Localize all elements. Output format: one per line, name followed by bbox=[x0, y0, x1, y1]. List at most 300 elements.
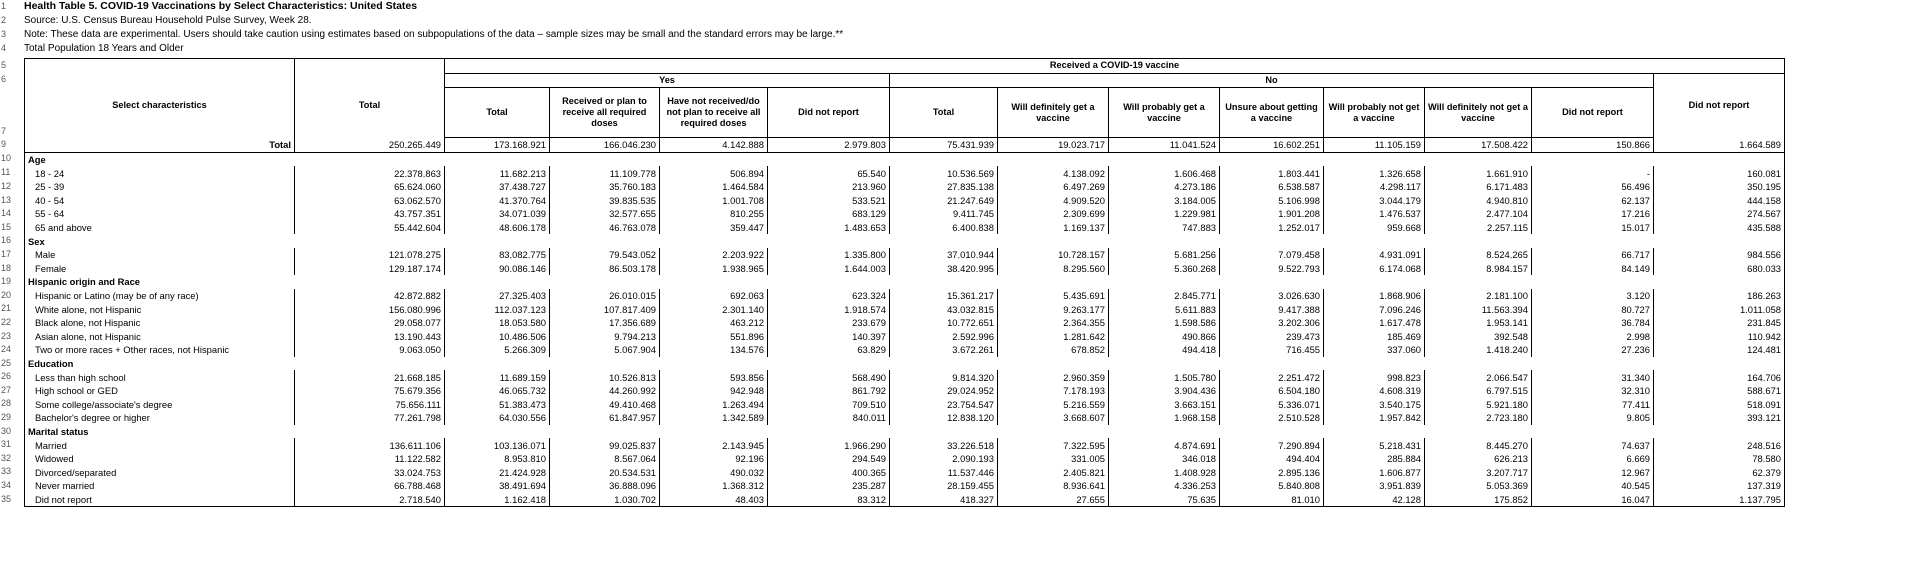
cell-value: 11.682.213 bbox=[445, 166, 550, 180]
cell-value: 39.835.535 bbox=[550, 194, 660, 208]
cell-value: 709.510 bbox=[768, 397, 890, 411]
cell-value: 74.637 bbox=[1532, 438, 1654, 452]
row-label: Bachelor's degree or higher bbox=[25, 411, 295, 425]
table-row bbox=[25, 262, 1785, 276]
cell-value: 75.431.939 bbox=[890, 138, 998, 153]
cell-value: 2.143.945 bbox=[660, 438, 768, 452]
cell-value: 23.754.547 bbox=[890, 397, 998, 411]
cell-value: 5.216.559 bbox=[998, 397, 1109, 411]
cell-value: 494.418 bbox=[1109, 343, 1220, 357]
header-total: Total bbox=[295, 73, 445, 138]
cell-value: 623.324 bbox=[768, 289, 890, 303]
cell-value: 8.445.270 bbox=[1425, 438, 1532, 452]
cell-value: 1.803.441 bbox=[1220, 166, 1324, 180]
cell-value: 392.548 bbox=[1425, 330, 1532, 344]
cell-value: 4.931.091 bbox=[1324, 248, 1425, 262]
row-number: 9 bbox=[1, 138, 7, 149]
cell-value: 79.543.052 bbox=[550, 248, 660, 262]
row-label: High school or GED bbox=[25, 384, 295, 398]
cell-value: 5.840.808 bbox=[1220, 479, 1324, 493]
cell-value: 4.138.092 bbox=[998, 166, 1109, 180]
cell-value: 5.681.256 bbox=[1109, 248, 1220, 262]
cell-value: 77.411 bbox=[1532, 397, 1654, 411]
cell-value: 337.060 bbox=[1324, 343, 1425, 357]
table-row bbox=[25, 452, 1785, 466]
cell-value: 683.129 bbox=[768, 207, 890, 221]
cell-value: 418.327 bbox=[890, 493, 998, 507]
cell-value: 9.063.050 bbox=[295, 343, 445, 357]
cell-value: 43.757.351 bbox=[295, 207, 445, 221]
cell-value: 186.263 bbox=[1654, 289, 1785, 303]
row-label: Female bbox=[25, 262, 295, 276]
cell-value: 112.037.123 bbox=[445, 302, 550, 316]
row-number: 3 bbox=[1, 29, 7, 39]
cell-value: 2.979.803 bbox=[768, 138, 890, 153]
cell-value: 26.010.015 bbox=[550, 289, 660, 303]
header-row-yesno bbox=[25, 73, 1785, 88]
cell-value: 156.080.996 bbox=[295, 302, 445, 316]
cell-value: 160.081 bbox=[1654, 166, 1785, 180]
section-filler bbox=[295, 357, 1785, 371]
cell-value: 33.226.518 bbox=[890, 438, 998, 452]
cell-value: 10.772.651 bbox=[890, 316, 998, 330]
cell-value: 2.960.359 bbox=[998, 370, 1109, 384]
cell-value: 2.895.136 bbox=[1220, 465, 1324, 479]
cell-value: 17.216 bbox=[1532, 207, 1654, 221]
cell-value: 2.301.140 bbox=[660, 302, 768, 316]
cell-value: 62.379 bbox=[1654, 465, 1785, 479]
cell-value: 2.251.472 bbox=[1220, 370, 1324, 384]
section-header-row bbox=[25, 275, 1785, 289]
table-row bbox=[25, 411, 1785, 425]
table-row bbox=[25, 465, 1785, 479]
cell-value: 21.424.928 bbox=[445, 465, 550, 479]
row-label: Male bbox=[25, 248, 295, 262]
cell-value: 9.417.388 bbox=[1220, 302, 1324, 316]
cell-value: 588.671 bbox=[1654, 384, 1785, 398]
cell-value: 103.136.071 bbox=[445, 438, 550, 452]
cell-value: 10.486.506 bbox=[445, 330, 550, 344]
cell-value: 11.122.582 bbox=[295, 452, 445, 466]
cell-value: 121.078.275 bbox=[295, 248, 445, 262]
header-received-vaccine: Received a COVID-19 vaccine bbox=[445, 59, 1785, 74]
cell-value: 16.602.251 bbox=[1220, 138, 1324, 153]
cell-value: 959.668 bbox=[1324, 221, 1425, 235]
row-number: 32 bbox=[1, 452, 12, 463]
row-label: Two or more races + Other races, not Hispanic bbox=[25, 343, 295, 357]
section-filler bbox=[295, 152, 1785, 166]
cell-value: 7.178.193 bbox=[998, 384, 1109, 398]
cell-value: 55.442.604 bbox=[295, 221, 445, 235]
cell-value: 1.464.584 bbox=[660, 180, 768, 194]
row-number: 26 bbox=[1, 371, 12, 382]
cell-value: 110.942 bbox=[1654, 330, 1785, 344]
cell-value: 1.664.589 bbox=[1654, 138, 1785, 153]
cell-value: 4.909.520 bbox=[998, 194, 1109, 208]
cell-value: 984.556 bbox=[1654, 248, 1785, 262]
cell-value: 2.090.193 bbox=[890, 452, 998, 466]
header-no-did-not-report: Did not report bbox=[1532, 88, 1654, 138]
cell-value: 1.901.208 bbox=[1220, 207, 1324, 221]
cell-value: 6.538.587 bbox=[1220, 180, 1324, 194]
cell-value: 10.526.813 bbox=[550, 370, 660, 384]
cell-value: 164.706 bbox=[1654, 370, 1785, 384]
section-filler bbox=[295, 234, 1785, 248]
table-row bbox=[25, 316, 1785, 330]
cell-value: 4.608.319 bbox=[1324, 384, 1425, 398]
cell-value: 2.723.180 bbox=[1425, 411, 1532, 425]
cell-value: 1.408.928 bbox=[1109, 465, 1220, 479]
table-row bbox=[25, 194, 1785, 208]
section-label: Marital status bbox=[25, 425, 295, 439]
cell-value: 2.181.100 bbox=[1425, 289, 1532, 303]
cell-value: 2.364.355 bbox=[998, 316, 1109, 330]
cell-value: 5.611.883 bbox=[1109, 302, 1220, 316]
cell-value: 42.128 bbox=[1324, 493, 1425, 507]
cell-value: 48.403 bbox=[660, 493, 768, 507]
section-header-row bbox=[25, 425, 1785, 439]
cell-value: 2.257.115 bbox=[1425, 221, 1532, 235]
cell-value: 2.998 bbox=[1532, 330, 1654, 344]
row-number: 18 bbox=[1, 262, 12, 273]
row-label: Total bbox=[25, 138, 295, 153]
cell-value: 137.319 bbox=[1654, 479, 1785, 493]
row-number: 15 bbox=[1, 221, 12, 232]
table-row bbox=[25, 479, 1785, 493]
cell-value: 12.967 bbox=[1532, 465, 1654, 479]
row-number: 7 bbox=[1, 125, 7, 136]
cell-value: 4.298.117 bbox=[1324, 180, 1425, 194]
cell-value: 6.400.838 bbox=[890, 221, 998, 235]
cell-value: 3.184.005 bbox=[1109, 194, 1220, 208]
cell-value: 6.171.483 bbox=[1425, 180, 1532, 194]
cell-value: 10.536.569 bbox=[890, 166, 998, 180]
cell-value: 7.322.595 bbox=[998, 438, 1109, 452]
cell-value: 11.537.446 bbox=[890, 465, 998, 479]
cell-value: 8.524.265 bbox=[1425, 248, 1532, 262]
row-number: 27 bbox=[1, 384, 12, 395]
cell-value: 75.679.356 bbox=[295, 384, 445, 398]
cell-value: 2.203.922 bbox=[660, 248, 768, 262]
cell-value: 233.679 bbox=[768, 316, 890, 330]
cell-value: 1.137.795 bbox=[1654, 493, 1785, 507]
row-number: 34 bbox=[1, 480, 12, 491]
cell-value: 5.218.431 bbox=[1324, 438, 1425, 452]
cell-value: 626.213 bbox=[1425, 452, 1532, 466]
row-number: 11 bbox=[1, 167, 11, 178]
cell-value: 1.505.780 bbox=[1109, 370, 1220, 384]
header-no-definitely-not: Will definitely not get a vaccine bbox=[1425, 88, 1532, 138]
cell-value: 1.342.589 bbox=[660, 411, 768, 425]
cell-value: 1.968.158 bbox=[1109, 411, 1220, 425]
row-number: 17 bbox=[1, 248, 12, 259]
cell-value: 9.794.213 bbox=[550, 330, 660, 344]
section-label: Age bbox=[25, 152, 295, 166]
cell-value: 5.067.904 bbox=[550, 343, 660, 357]
cell-value: 84.149 bbox=[1532, 262, 1654, 276]
table-row bbox=[25, 438, 1785, 452]
row-number: 33 bbox=[1, 466, 12, 477]
cell-value: 1.868.906 bbox=[1324, 289, 1425, 303]
cell-value: 18.053.580 bbox=[445, 316, 550, 330]
cell-value: 17.508.422 bbox=[1425, 138, 1532, 153]
cell-value: 593.856 bbox=[660, 370, 768, 384]
note-line: Note: These data are experimental. Users should take caution using estimates based on subpopulations of the data – sample sizes may be small and the standard errors may be large.** bbox=[24, 29, 844, 40]
cell-value: 285.884 bbox=[1324, 452, 1425, 466]
cell-value: 248.516 bbox=[1654, 438, 1785, 452]
cell-value: 239.473 bbox=[1220, 330, 1324, 344]
table-row bbox=[25, 343, 1785, 357]
cell-value: 3.026.630 bbox=[1220, 289, 1324, 303]
cell-value: 63.062.570 bbox=[295, 194, 445, 208]
row-number: 13 bbox=[1, 194, 12, 205]
cell-value: 3.672.261 bbox=[890, 343, 998, 357]
cell-value: 80.727 bbox=[1532, 302, 1654, 316]
section-header-row bbox=[25, 357, 1785, 371]
cell-value: 8.953.810 bbox=[445, 452, 550, 466]
cell-value: 62.137 bbox=[1532, 194, 1654, 208]
cell-value: 568.490 bbox=[768, 370, 890, 384]
row-number: 24 bbox=[1, 344, 12, 355]
header-no-definitely: Will definitely get a vaccine bbox=[998, 88, 1109, 138]
row-number: 5 bbox=[1, 59, 7, 70]
cell-value: 331.005 bbox=[998, 452, 1109, 466]
cell-value: 83.082.775 bbox=[445, 248, 550, 262]
table-row bbox=[25, 302, 1785, 316]
section-header-row bbox=[25, 234, 1785, 248]
table-body bbox=[25, 138, 1785, 507]
cell-value: 134.576 bbox=[660, 343, 768, 357]
cell-value: 49.410.468 bbox=[550, 397, 660, 411]
cell-value: 490.032 bbox=[660, 465, 768, 479]
cell-value: 692.063 bbox=[660, 289, 768, 303]
cell-value: 1.418.240 bbox=[1425, 343, 1532, 357]
cell-value: 235.287 bbox=[768, 479, 890, 493]
cell-value: 129.187.174 bbox=[295, 262, 445, 276]
cell-value: 274.567 bbox=[1654, 207, 1785, 221]
cell-value: 810.255 bbox=[660, 207, 768, 221]
cell-value: 6.504.180 bbox=[1220, 384, 1324, 398]
cell-value: 6.497.269 bbox=[998, 180, 1109, 194]
cell-value: 66.717 bbox=[1532, 248, 1654, 262]
table-row bbox=[25, 221, 1785, 235]
cell-value: 20.534.531 bbox=[550, 465, 660, 479]
cell-value: 11.563.394 bbox=[1425, 302, 1532, 316]
header-yes-did-not-report: Did not report bbox=[768, 88, 890, 138]
cell-value: 34.071.039 bbox=[445, 207, 550, 221]
header-yes: Yes bbox=[445, 73, 890, 88]
cell-value: 15.017 bbox=[1532, 221, 1654, 235]
cell-value: 36.784 bbox=[1532, 316, 1654, 330]
cell-value: 533.521 bbox=[768, 194, 890, 208]
row-label: Some college/associate's degree bbox=[25, 397, 295, 411]
cell-value: 506.894 bbox=[660, 166, 768, 180]
cell-value: 435.588 bbox=[1654, 221, 1785, 235]
cell-value: 107.817.409 bbox=[550, 302, 660, 316]
cell-value: 51.383.473 bbox=[445, 397, 550, 411]
row-number: 16 bbox=[1, 235, 12, 246]
section-label: Education bbox=[25, 357, 295, 371]
cell-value: 8.295.560 bbox=[998, 262, 1109, 276]
cell-value: 11.109.778 bbox=[550, 166, 660, 180]
cell-value: 46.065.732 bbox=[445, 384, 550, 398]
cell-value: 32.577.655 bbox=[550, 207, 660, 221]
cell-value: 12.838.120 bbox=[890, 411, 998, 425]
cell-value: 8.567.064 bbox=[550, 452, 660, 466]
cell-value: 1.252.017 bbox=[1220, 221, 1324, 235]
table-row bbox=[25, 207, 1785, 221]
cell-value: 1.162.418 bbox=[445, 493, 550, 507]
cell-value: 10.728.157 bbox=[998, 248, 1109, 262]
cell-value: 494.404 bbox=[1220, 452, 1324, 466]
cell-value: 29.058.077 bbox=[295, 316, 445, 330]
table-row bbox=[25, 330, 1785, 344]
cell-value: 1.281.642 bbox=[998, 330, 1109, 344]
cell-value: 63.829 bbox=[768, 343, 890, 357]
cell-value: 35.760.183 bbox=[550, 180, 660, 194]
cell-value: 5.266.309 bbox=[445, 343, 550, 357]
source-line: Source: U.S. Census Bureau Household Pulse Survey, Week 28. bbox=[24, 15, 312, 26]
section-filler bbox=[295, 425, 1785, 439]
cell-value: 490.866 bbox=[1109, 330, 1220, 344]
cell-value: 29.024.952 bbox=[890, 384, 998, 398]
cell-value: 7.096.246 bbox=[1324, 302, 1425, 316]
cell-value: 38.491.694 bbox=[445, 479, 550, 493]
row-number: 4 bbox=[1, 43, 7, 53]
row-label: White alone, not Hispanic bbox=[25, 302, 295, 316]
header-no-unsure: Unsure about getting a vaccine bbox=[1220, 88, 1324, 138]
cell-value: 124.481 bbox=[1654, 343, 1785, 357]
row-number: 29 bbox=[1, 412, 12, 423]
cell-value: 21.247.649 bbox=[890, 194, 998, 208]
table-row bbox=[25, 166, 1785, 180]
cell-value: 81.010 bbox=[1220, 493, 1324, 507]
cell-value: 48.606.178 bbox=[445, 221, 550, 235]
cell-value: 11.689.159 bbox=[445, 370, 550, 384]
section-label: Hispanic origin and Race bbox=[25, 275, 295, 289]
cell-value: 1.606.877 bbox=[1324, 465, 1425, 479]
cell-value: 8.984.157 bbox=[1425, 262, 1532, 276]
cell-value: 3.120 bbox=[1532, 289, 1654, 303]
cell-value: 75.656.111 bbox=[295, 397, 445, 411]
cell-value: 1.661.910 bbox=[1425, 166, 1532, 180]
cell-value: 1.644.003 bbox=[768, 262, 890, 276]
header-yes-not-received: Have not received/do not plan to receive all required doses bbox=[660, 88, 768, 138]
section-label: Sex bbox=[25, 234, 295, 248]
header-no-probably: Will probably get a vaccine bbox=[1109, 88, 1220, 138]
table-title: Health Table 5. COVID-19 Vaccinations by Select Characteristics: United States bbox=[24, 0, 418, 12]
cell-value: - bbox=[1532, 166, 1654, 180]
cell-value: 5.053.369 bbox=[1425, 479, 1532, 493]
cell-value: 27.236 bbox=[1532, 343, 1654, 357]
cell-value: 22.378.863 bbox=[295, 166, 445, 180]
cell-value: 1.263.494 bbox=[660, 397, 768, 411]
cell-value: 551.896 bbox=[660, 330, 768, 344]
cell-value: 350.195 bbox=[1654, 180, 1785, 194]
header-select-characteristics: Select characteristics bbox=[25, 73, 295, 138]
cell-value: 66.788.468 bbox=[295, 479, 445, 493]
cell-value: 86.503.178 bbox=[550, 262, 660, 276]
row-label: Never married bbox=[25, 479, 295, 493]
cell-value: 1.229.981 bbox=[1109, 207, 1220, 221]
row-number: 25 bbox=[1, 357, 12, 368]
cell-value: 40.545 bbox=[1532, 479, 1654, 493]
cell-value: 3.202.306 bbox=[1220, 316, 1324, 330]
cell-value: 16.047 bbox=[1532, 493, 1654, 507]
cell-value: 3.540.175 bbox=[1324, 397, 1425, 411]
cell-value: 1.483.653 bbox=[768, 221, 890, 235]
header-no-probably-not: Will probably not get a vaccine bbox=[1324, 88, 1425, 138]
cell-value: 5.360.268 bbox=[1109, 262, 1220, 276]
row-number: 14 bbox=[1, 208, 12, 219]
cell-value: 444.158 bbox=[1654, 194, 1785, 208]
cell-value: 518.091 bbox=[1654, 397, 1785, 411]
cell-value: 3.044.179 bbox=[1324, 194, 1425, 208]
cell-value: 8.936.641 bbox=[998, 479, 1109, 493]
row-number: 31 bbox=[1, 439, 12, 450]
cell-value: 9.263.177 bbox=[998, 302, 1109, 316]
cell-value: 1.476.537 bbox=[1324, 207, 1425, 221]
cell-value: 9.814.320 bbox=[890, 370, 998, 384]
cell-value: 3.668.607 bbox=[998, 411, 1109, 425]
cell-value: 15.361.217 bbox=[890, 289, 998, 303]
cell-value: 2.510.528 bbox=[1220, 411, 1324, 425]
cell-value: 36.888.096 bbox=[550, 479, 660, 493]
cell-value: 2.405.821 bbox=[998, 465, 1109, 479]
cell-value: 41.370.764 bbox=[445, 194, 550, 208]
cell-value: 99.025.837 bbox=[550, 438, 660, 452]
cell-value: 83.312 bbox=[768, 493, 890, 507]
total-row bbox=[25, 138, 1785, 153]
cell-value: 9.411.745 bbox=[890, 207, 998, 221]
row-label: Divorced/separated bbox=[25, 465, 295, 479]
cell-value: 1.030.702 bbox=[550, 493, 660, 507]
cell-value: 359.447 bbox=[660, 221, 768, 235]
cell-value: 1.957.842 bbox=[1324, 411, 1425, 425]
cell-value: 2.066.547 bbox=[1425, 370, 1532, 384]
row-number: 23 bbox=[1, 330, 12, 341]
cell-value: 840.011 bbox=[768, 411, 890, 425]
row-label: 65 and above bbox=[25, 221, 295, 235]
cell-value: 998.823 bbox=[1324, 370, 1425, 384]
cell-value: 75.635 bbox=[1109, 493, 1220, 507]
cell-value: 33.024.753 bbox=[295, 465, 445, 479]
cell-value: 942.948 bbox=[660, 384, 768, 398]
cell-value: 27.325.403 bbox=[445, 289, 550, 303]
table-row bbox=[25, 384, 1785, 398]
cell-value: 6.669 bbox=[1532, 452, 1654, 466]
cell-value: 77.261.798 bbox=[295, 411, 445, 425]
cell-value: 11.041.524 bbox=[1109, 138, 1220, 153]
cell-value: 140.397 bbox=[768, 330, 890, 344]
cell-value: 61.847.957 bbox=[550, 411, 660, 425]
cell-value: 65.540 bbox=[768, 166, 890, 180]
cell-value: 3.207.717 bbox=[1425, 465, 1532, 479]
row-number: 6 bbox=[1, 74, 7, 85]
cell-value: 393.121 bbox=[1654, 411, 1785, 425]
cell-value: 400.365 bbox=[768, 465, 890, 479]
cell-value: 17.356.689 bbox=[550, 316, 660, 330]
cell-value: 64.030.556 bbox=[445, 411, 550, 425]
cell-value: 4.273.186 bbox=[1109, 180, 1220, 194]
cell-value: 2.309.699 bbox=[998, 207, 1109, 221]
cell-value: 46.763.078 bbox=[550, 221, 660, 235]
cell-value: 38.420.995 bbox=[890, 262, 998, 276]
cell-value: 680.033 bbox=[1654, 262, 1785, 276]
row-label: 55 - 64 bbox=[25, 207, 295, 221]
cell-value: 1.598.586 bbox=[1109, 316, 1220, 330]
cell-value: 5.106.998 bbox=[1220, 194, 1324, 208]
